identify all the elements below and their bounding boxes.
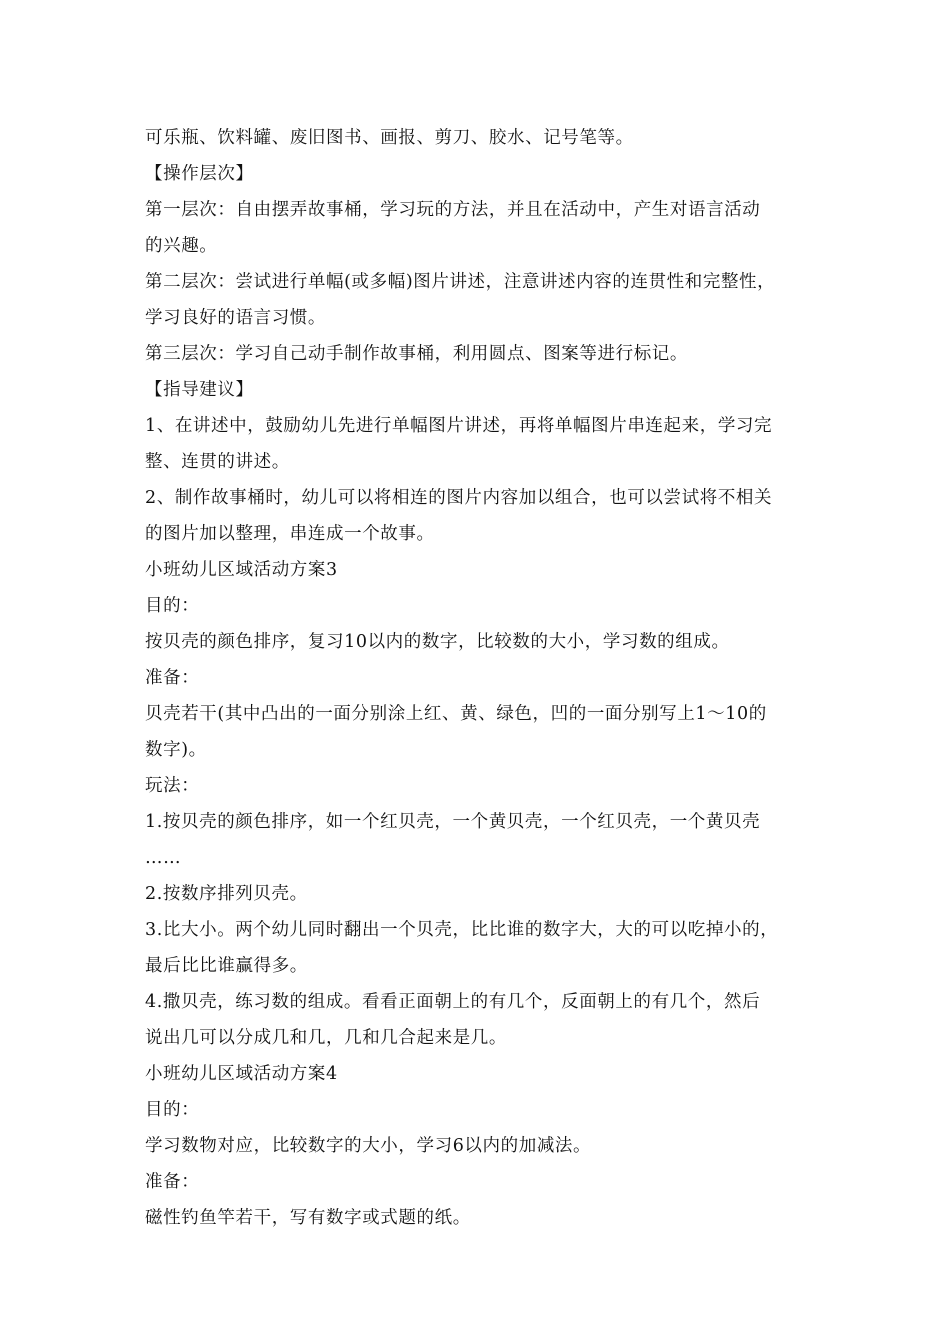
text-line-level-two: 第二层次：尝试进行单幅(或多幅)图片讲述，注意讲述内容的连贯性和完整性， (145, 272, 776, 292)
label-preparation-3: 准备： (145, 668, 200, 688)
text-line-purpose-4: 学习数物对应，比较数字的大小，学习6以内的加减法。 (145, 1136, 592, 1156)
text-line-preparation-3-cont: 数字)。 (145, 740, 207, 760)
text-line-gameplay-4-cont: 说出几可以分成几和几，几和几合起来是几。 (145, 1028, 507, 1048)
text-line-preparation-3: 贝壳若干(其中凸出的一面分别涂上红、黄、绿色，凹的一面分别写上1～10的 (145, 704, 767, 724)
plan-title-3: 小班幼儿区域活动方案3 (145, 560, 338, 580)
section-heading-operation-levels: 【操作层次】 (145, 164, 254, 184)
label-preparation-4: 准备： (145, 1172, 200, 1192)
text-line-materials: 可乐瓶、饮料罐、废旧图书、画报、剪刀、胶水、记号笔等。 (145, 128, 634, 148)
plan-title-4: 小班幼儿区域活动方案4 (145, 1064, 338, 1084)
document-body (145, 120, 815, 1236)
text-line-level-one: 第一层次：自由摆弄故事桶，学习玩的方法，并且在活动中，产生对语言活动 (145, 200, 761, 220)
text-line-guidance-1: 1、在讲述中，鼓励幼儿先进行单幅图片讲述，再将单幅图片串连起来，学习完 (145, 416, 773, 436)
text-line-purpose-3: 按贝壳的颜色排序，复习10以内的数字，比较数的大小，学习数的组成。 (145, 632, 730, 652)
text-line-gameplay-2: 2.按数序排列贝壳。 (145, 884, 308, 904)
text-line-guidance-2-cont: 的图片加以整理，串连成一个故事。 (145, 524, 435, 544)
text-line-gameplay-4: 4.撒贝壳，练习数的组成。看看正面朝上的有几个，反面朝上的有几个，然后 (145, 992, 761, 1012)
text-line-guidance-1-cont: 整、连贯的讲述。 (145, 452, 290, 472)
section-heading-guidance: 【指导建议】 (145, 380, 254, 400)
label-gameplay-3: 玩法： (145, 776, 200, 796)
text-line-level-one-cont: 的兴趣。 (145, 236, 218, 256)
label-purpose-4: 目的： (145, 1100, 200, 1120)
text-line-level-two-cont: 学习良好的语言习惯。 (145, 308, 326, 328)
text-line-gameplay-1-cont: …… (145, 848, 182, 868)
text-line-gameplay-1: 1.按贝壳的颜色排序，如一个红贝壳，一个黄贝壳，一个红贝壳，一个黄贝壳 (145, 812, 761, 832)
text-line-preparation-4: 磁性钓鱼竿若干，写有数字或式题的纸。 (145, 1208, 471, 1228)
text-line-level-three: 第三层次：学习自己动手制作故事桶，利用圆点、图案等进行标记。 (145, 344, 688, 364)
text-line-guidance-2: 2、制作故事桶时，幼儿可以将相连的图片内容加以组合，也可以尝试将不相关 (145, 488, 773, 508)
text-line-gameplay-3-cont: 最后比比谁赢得多。 (145, 956, 308, 976)
text-line-gameplay-3: 3.比大小。两个幼儿同时翻出一个贝壳，比比谁的数字大，大的可以吃掉小的， (145, 920, 779, 940)
label-purpose-3: 目的： (145, 596, 200, 616)
